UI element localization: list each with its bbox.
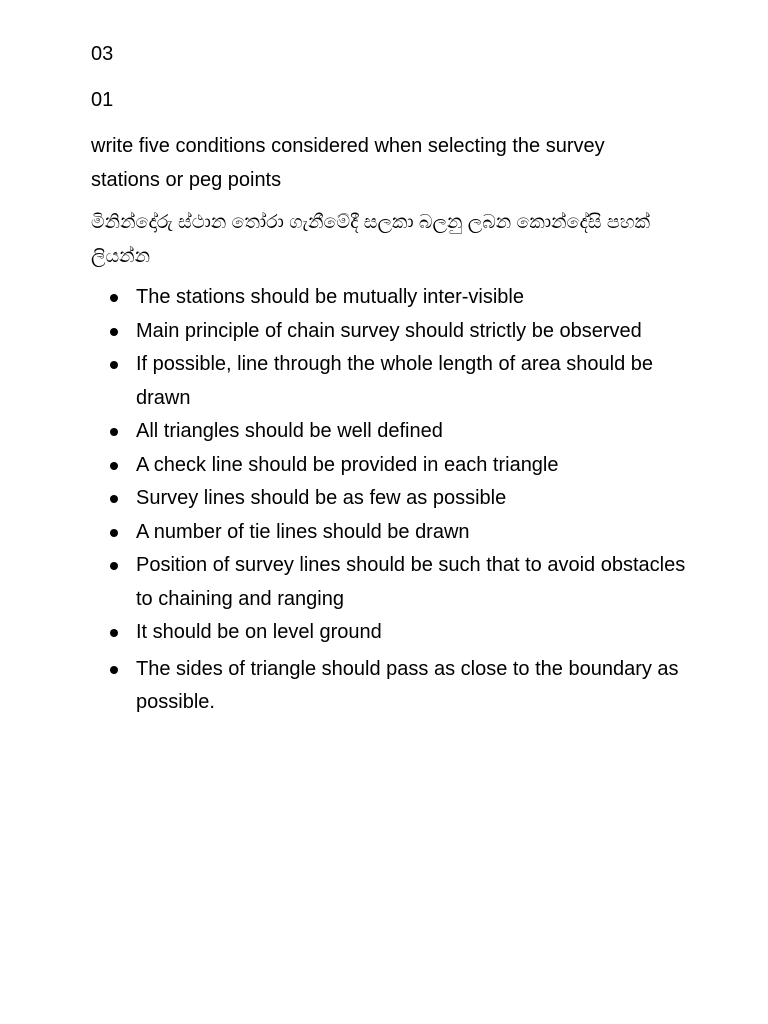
bullet-icon (110, 361, 118, 369)
answer-text: If possible, line through the whole length of area should be drawn (136, 353, 654, 409)
sub-question-number: 01 (91, 89, 114, 111)
answer-item (110, 516, 700, 550)
answer-item (110, 449, 700, 483)
bullet-icon (110, 529, 118, 537)
bullet-icon (110, 428, 118, 436)
question-text-sinhala: මිනින්දෝරු ස්ථාන තෝරා ගැනීමේදී සලකා බලනු ලබන කොන්දේසි පහක් ලියන්න (91, 212, 651, 267)
answer-text: All triangles should be well defined (136, 420, 443, 442)
bullet-icon (110, 495, 118, 503)
answer-text: Survey lines should be as few as possible (136, 487, 507, 509)
answer-text: Position of survey lines should be such that to avoid obstacles to chaining and ranging (136, 554, 686, 610)
answer-item (110, 348, 700, 415)
answer-text: It should be on level ground (136, 621, 382, 643)
answer-item (110, 315, 700, 349)
bullet-icon (110, 629, 118, 637)
answer-text: Main principle of chain survey should strictly be observed (136, 319, 642, 342)
answer-list (110, 281, 700, 720)
answer-text: A check line should be provided in each triangle (136, 453, 559, 476)
answer-text: The sides of triangle should pass as close to the boundary as possible. (136, 657, 679, 713)
bullet-icon (110, 294, 118, 302)
answer-item (110, 653, 700, 720)
bullet-icon (110, 462, 118, 470)
bullet-icon (110, 666, 118, 674)
answer-item (110, 616, 700, 650)
answer-text: A number of tie lines should be drawn (136, 520, 470, 543)
answer-item (110, 482, 700, 516)
answer-item (110, 415, 700, 449)
bullet-icon (110, 562, 118, 570)
answer-text: The stations should be mutually inter-visible (136, 286, 524, 308)
bullet-icon (110, 328, 118, 336)
question-number: 03 (91, 43, 114, 65)
answer-item (110, 281, 700, 315)
question-text-english: write five conditions considered when selecting the survey stations or peg points (91, 135, 605, 191)
answer-item (110, 549, 700, 616)
